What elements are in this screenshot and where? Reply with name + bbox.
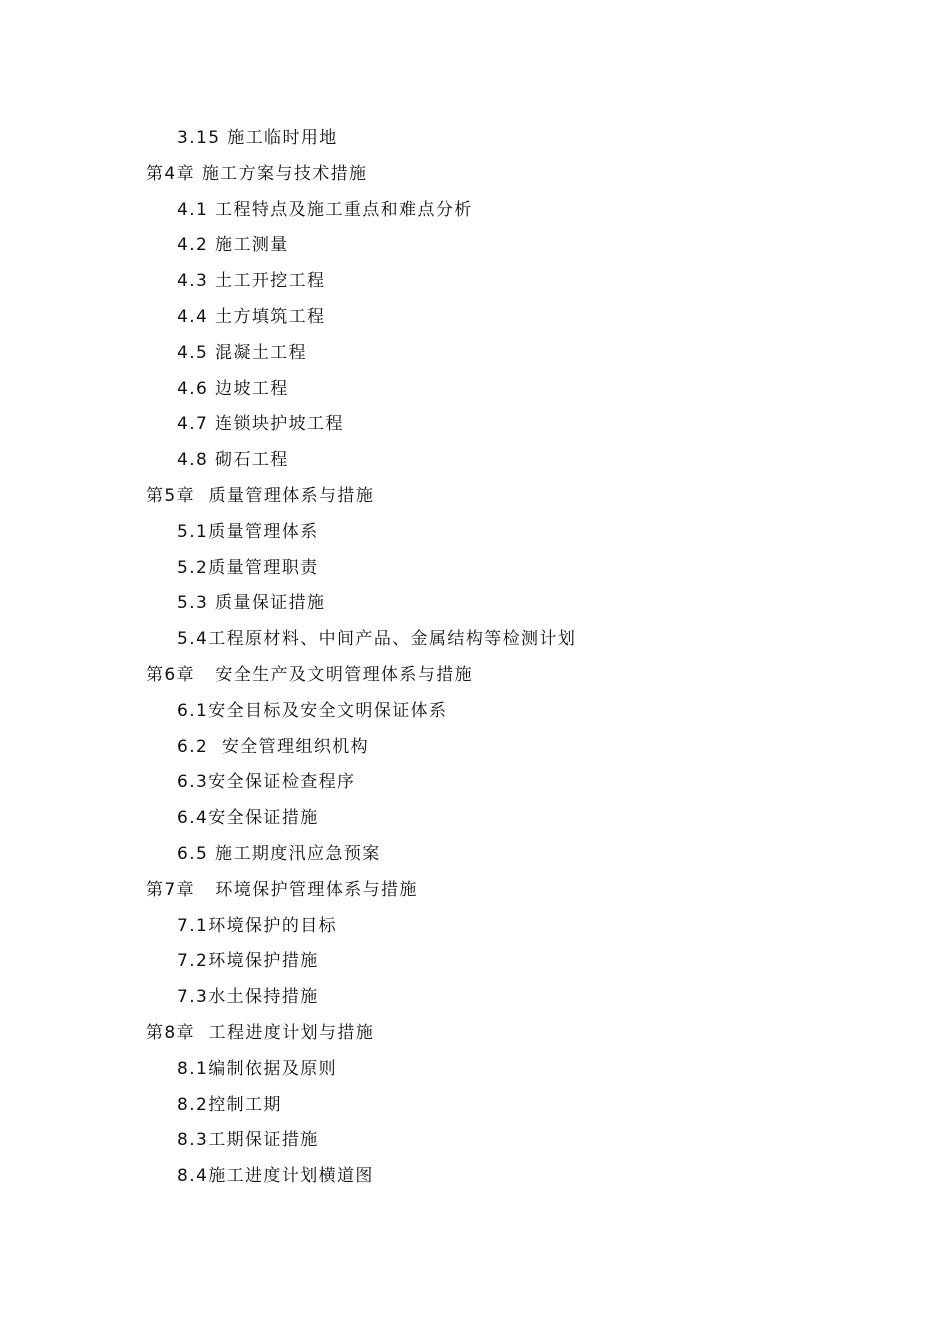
toc-entry-4-3: 4.3 土工开挖工程 xyxy=(177,271,326,292)
toc-entry-7-2: 7.2环境保护措施 xyxy=(177,951,319,972)
toc-entry-4-6: 4.6 边坡工程 xyxy=(177,378,289,399)
toc-chapter-5: 第5章 质量管理体系与措施 xyxy=(146,485,375,506)
toc-chapter-4: 第4章 施工方案与技术措施 xyxy=(146,163,368,184)
toc-entry-8-3: 8.3工期保证措施 xyxy=(177,1130,319,1151)
toc-entry-7-3: 7.3水土保持措施 xyxy=(177,987,319,1008)
toc-entry-4-7: 4.7 连锁块护坡工程 xyxy=(177,414,344,435)
toc-entry-4-1: 4.1 工程特点及施工重点和难点分析 xyxy=(177,199,473,220)
table-of-contents xyxy=(146,122,906,1196)
toc-entry-6-2: 6.2 安全管理组织机构 xyxy=(177,736,370,757)
toc-entry-8-4: 8.4施工进度计划横道图 xyxy=(177,1166,374,1187)
toc-entry-4-5: 4.5 混凝土工程 xyxy=(177,342,308,363)
toc-entry-5-4: 5.4工程原材料、中间产品、金属结构等检测计划 xyxy=(177,629,577,650)
toc-entry-6-5: 6.5 施工期度汛应急预案 xyxy=(177,843,381,864)
toc-entry-4-8: 4.8 砌石工程 xyxy=(177,450,289,471)
toc-entry-4-4: 4.4 土方填筑工程 xyxy=(177,306,326,327)
toc-entry-6-3: 6.3安全保证检查程序 xyxy=(177,772,356,793)
toc-entry-5-1: 5.1质量管理体系 xyxy=(177,521,319,542)
toc-chapter-7: 第7章 环境保护管理体系与措施 xyxy=(146,879,418,900)
toc-entry-7-1: 7.1环境保护的目标 xyxy=(177,915,338,936)
toc-entry-4-2: 4.2 施工测量 xyxy=(177,235,289,256)
toc-entry-5-2: 5.2质量管理职责 xyxy=(177,557,319,578)
toc-entry-8-2: 8.2控制工期 xyxy=(177,1094,282,1115)
toc-entry-3-15: 3.15 施工临时用地 xyxy=(177,128,338,148)
toc-chapter-6: 第6章 安全生产及文明管理体系与措施 xyxy=(146,664,474,685)
toc-chapter-8: 第8章 工程进度计划与措施 xyxy=(146,1022,375,1043)
toc-entry-5-3: 5.3 质量保证措施 xyxy=(177,593,326,614)
toc-entry-8-1: 8.1编制依据及原则 xyxy=(177,1058,338,1079)
toc-entry-6-1: 6.1安全目标及安全文明保证体系 xyxy=(177,700,448,721)
toc-entry-6-4: 6.4安全保证措施 xyxy=(177,808,319,829)
